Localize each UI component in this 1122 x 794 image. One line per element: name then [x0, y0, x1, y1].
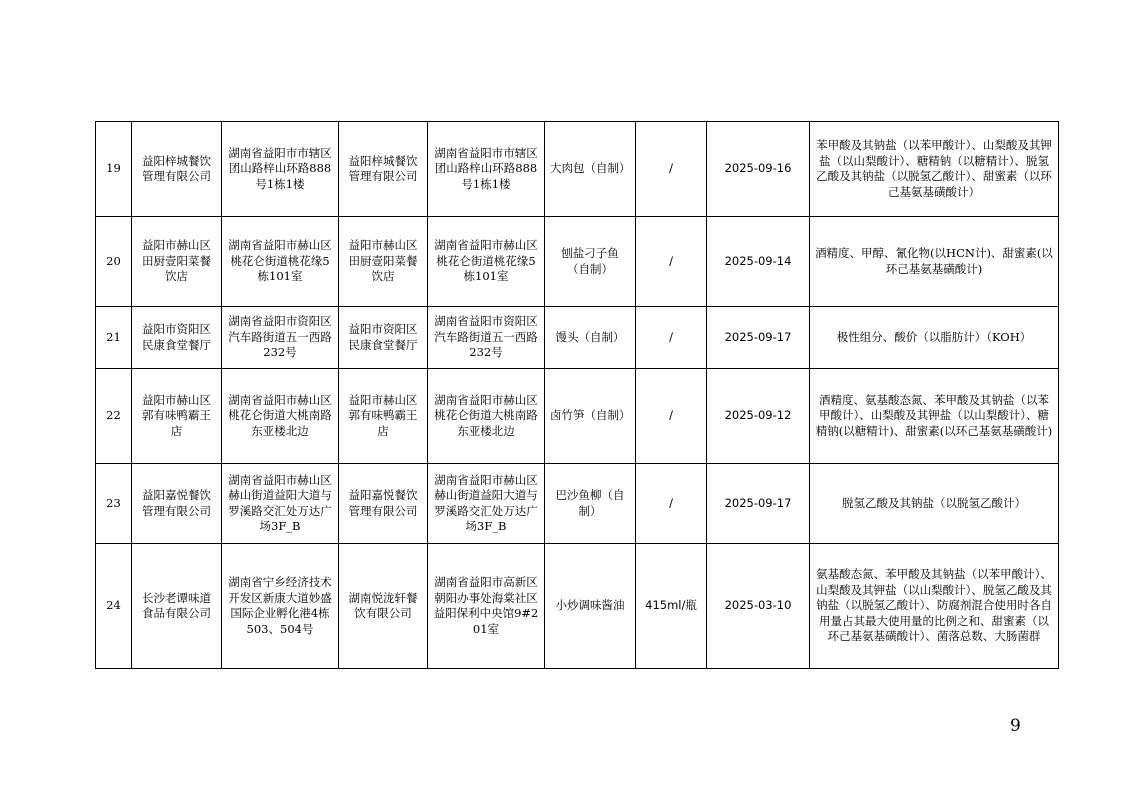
product-name-cell: 巴沙鱼柳（自制）	[545, 464, 636, 544]
seller-address-cell: 湖南省益阳市高新区朝阳办事处海棠社区益阳保利中央馆9#201室	[428, 544, 545, 669]
production-date-cell: 2025-09-17	[707, 307, 810, 369]
seller-address-cell: 湖南省益阳市赫山区赫山街道益阳大道与罗溪路交汇处万达广场3F_B	[428, 464, 545, 544]
table-row	[96, 369, 1059, 464]
producer-name-cell: 益阳市资阳区民康食堂餐厅	[132, 307, 222, 369]
producer-address-cell: 湖南省益阳市市辖区团山路梓山环路888号1栋1楼	[222, 122, 339, 217]
row-number-cell: 24	[96, 544, 132, 669]
production-date-cell: 2025-09-16	[707, 122, 810, 217]
specification-cell: 415ml/瓶	[636, 544, 707, 669]
row-number-cell: 19	[96, 122, 132, 217]
results-table	[95, 121, 1059, 669]
producer-address-cell: 湖南省益阳市赫山区赫山街道益阳大道与罗溪路交汇处万达广场3F_B	[222, 464, 339, 544]
specification-cell: /	[636, 307, 707, 369]
row-number-cell: 20	[96, 217, 132, 307]
seller-name-cell: 益阳市资阳区民康食堂餐厅	[339, 307, 428, 369]
failed-items-cell: 脱氢乙酸及其钠盐（以脱氢乙酸计）	[810, 464, 1059, 544]
row-number-cell: 22	[96, 369, 132, 464]
producer-address-cell: 湖南省益阳市赫山区桃花仑街道大桃南路东亚楼北边	[222, 369, 339, 464]
table-row	[96, 307, 1059, 369]
specification-cell: /	[636, 217, 707, 307]
seller-name-cell: 益阳市赫山区郭有味鸭霸王店	[339, 369, 428, 464]
specification-cell: /	[636, 369, 707, 464]
specification-cell: /	[636, 122, 707, 217]
production-date-cell: 2025-03-10	[707, 544, 810, 669]
seller-address-cell: 湖南省益阳市市辖区团山路梓山环路888号1栋1楼	[428, 122, 545, 217]
product-name-cell: 小炒调味酱油	[545, 544, 636, 669]
seller-name-cell: 益阳梓城餐饮管理有限公司	[339, 122, 428, 217]
row-number-cell: 23	[96, 464, 132, 544]
failed-items-cell: 酒精度、甲醇、氰化物(以HCN计)、甜蜜素(以环己基氨基磺酸计)	[810, 217, 1059, 307]
producer-name-cell: 益阳嘉悦餐饮管理有限公司	[132, 464, 222, 544]
table-row	[96, 122, 1059, 217]
product-name-cell: 刨盐刁子鱼（自制）	[545, 217, 636, 307]
producer-name-cell: 益阳梓城餐饮管理有限公司	[132, 122, 222, 217]
production-date-cell: 2025-09-14	[707, 217, 810, 307]
failed-items-cell: 苯甲酸及其钠盐（以苯甲酸计）、山梨酸及其钾盐（以山梨酸计）、糖精钠（以糖精计）、脱氢乙酸及其钠盐（以脱氢乙酸计）、甜蜜素（以环己基氨基磺酸计）	[810, 122, 1059, 217]
producer-address-cell: 湖南省益阳市资阳区汽车路街道五一西路232号	[222, 307, 339, 369]
producer-name-cell: 益阳市赫山区田厨壹阳菜餐饮店	[132, 217, 222, 307]
producer-address-cell: 湖南省益阳市赫山区桃花仑街道桃花缘5栋101室	[222, 217, 339, 307]
row-number-cell: 21	[96, 307, 132, 369]
failed-items-cell: 氨基酸态氮、苯甲酸及其钠盐（以苯甲酸计）、山梨酸及其钾盐（以山梨酸计）、脱氢乙酸及其钠盐（以脱氢乙酸计）、防腐剂混合使用时各自用量占其最大使用量的比例之和、甜蜜素（以环己基氨基磺酸计）、菌落总数、大肠菌群	[810, 544, 1059, 669]
seller-name-cell: 湖南悦泷轩餐饮有限公司	[339, 544, 428, 669]
seller-address-cell: 湖南省益阳市赫山区桃花仑街道大桃南路东亚楼北边	[428, 369, 545, 464]
producer-name-cell: 益阳市赫山区郭有味鸭霸王店	[132, 369, 222, 464]
page-number: 9	[1010, 716, 1021, 736]
seller-address-cell: 湖南省益阳市赫山区桃花仑街道桃花缘5栋101室	[428, 217, 545, 307]
table-row	[96, 217, 1059, 307]
production-date-cell: 2025-09-12	[707, 369, 810, 464]
table-row	[96, 544, 1059, 669]
seller-name-cell: 益阳嘉悦餐饮管理有限公司	[339, 464, 428, 544]
product-name-cell: 卤竹笋（自制）	[545, 369, 636, 464]
producer-address-cell: 湖南省宁乡经济技术开发区新康大道妙盛国际企业孵化港4栋503、504号	[222, 544, 339, 669]
failed-items-cell: 酒精度、氨基酸态氮、苯甲酸及其钠盐（以苯甲酸计）、山梨酸及其钾盐（以山梨酸计）、糖精钠(以糖精计)、甜蜜素(以环己基氨基磺酸计)	[810, 369, 1059, 464]
producer-name-cell: 长沙老谭味道食品有限公司	[132, 544, 222, 669]
product-name-cell: 大肉包（自制）	[545, 122, 636, 217]
production-date-cell: 2025-09-17	[707, 464, 810, 544]
failed-items-cell: 极性组分、酸价（以脂肪计）（KOH）	[810, 307, 1059, 369]
product-name-cell: 馒头（自制）	[545, 307, 636, 369]
table-body	[96, 122, 1059, 669]
table-row	[96, 464, 1059, 544]
specification-cell: /	[636, 464, 707, 544]
seller-address-cell: 湖南省益阳市资阳区汽车路街道五一西路232号	[428, 307, 545, 369]
seller-name-cell: 益阳市赫山区田厨壹阳菜餐饮店	[339, 217, 428, 307]
